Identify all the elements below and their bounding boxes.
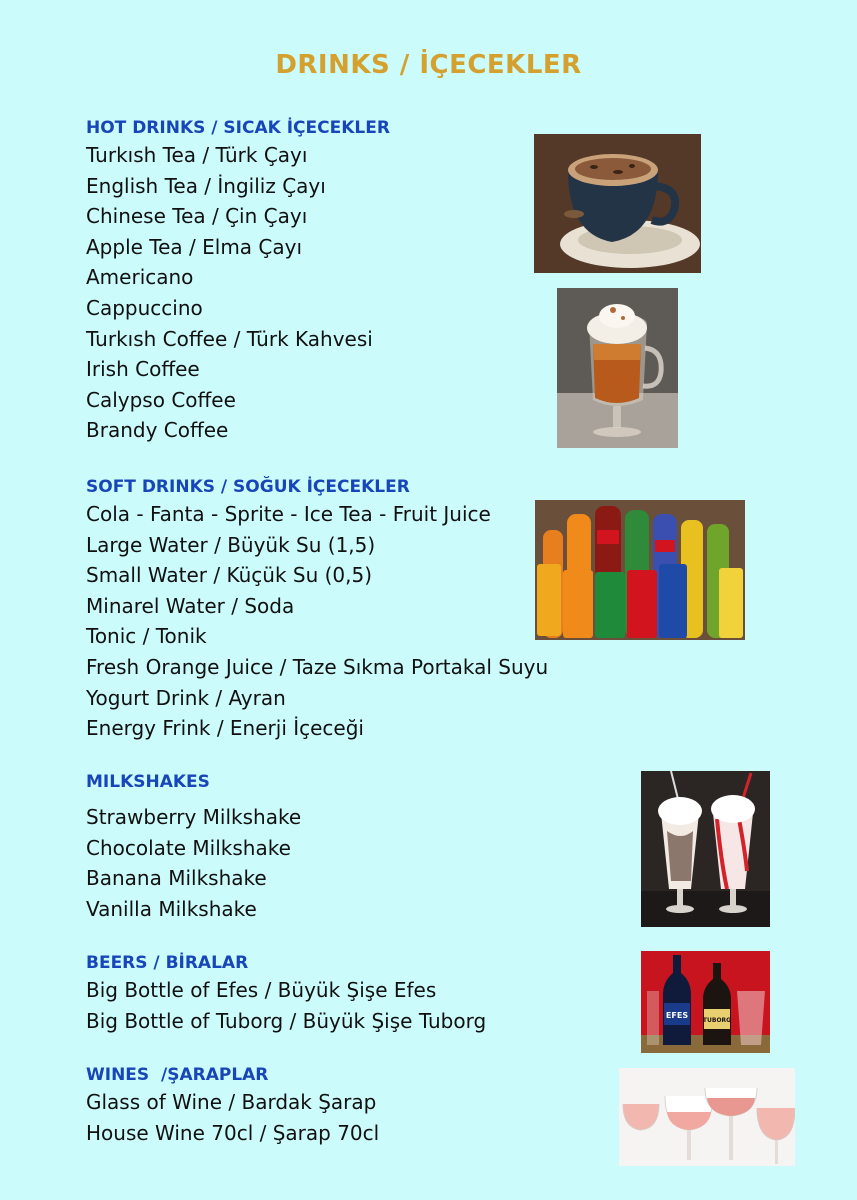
menu-item: Irish Coffee: [86, 357, 200, 382]
menu-item: Energy Frink / Enerji İçeceği: [86, 716, 364, 741]
cappuccino-photo: [534, 134, 701, 273]
section-beers: [86, 951, 486, 1036]
milkshakes-photo: [641, 771, 770, 927]
section-heading: WINES /ŞARAPLAR: [86, 1065, 269, 1085]
section-heading: HOT DRINKS / SICAK İÇECEKLER: [86, 118, 390, 138]
menu-item: Chinese Tea / Çin Çayı: [86, 204, 308, 229]
menu-item: Cappuccino: [86, 295, 203, 320]
menu-item: Americano: [86, 265, 194, 290]
item-list: [86, 1087, 379, 1148]
menu-item: Turkısh Tea / Türk Çayı: [86, 143, 308, 167]
menu-item: Banana Milkshake: [86, 866, 267, 891]
section-wines: [86, 1063, 379, 1148]
menu-item: Large Water / Büyük Su (1,5): [86, 532, 376, 557]
menu-item: Strawberry Milkshake: [86, 805, 302, 829]
section-hot-drinks: [86, 116, 390, 446]
menu-item: Minarel Water / Soda: [86, 593, 295, 618]
menu-item: Big Bottle of Tuborg / Büyük Şişe Tuborg: [86, 1008, 487, 1033]
item-list: [86, 499, 548, 744]
wine-glasses-photo: [619, 1068, 795, 1166]
menu-item: English Tea / İngiliz Çayı: [86, 173, 326, 198]
menu-item: Turkısh Coffee / Türk Kahvesi: [86, 326, 373, 351]
section-soft-drinks: [86, 475, 548, 744]
menu-item: Tonic / Tonik: [86, 624, 207, 649]
beer-label-1: EFES: [665, 1011, 689, 1020]
menu-item: Fresh Orange Juice / Taze Sıkma Portakal Suyu: [86, 654, 549, 679]
item-list: [86, 802, 301, 924]
menu-item: Big Bottle of Efes / Büyük Şişe Efes: [86, 978, 437, 1002]
section-heading: MILKSHAKES: [86, 772, 210, 792]
beer-label-2: TUBORG: [702, 1017, 732, 1024]
menu-item: Apple Tea / Elma Çayı: [86, 234, 303, 259]
item-list: [86, 975, 486, 1036]
menu-item: Glass of Wine / Bardak Şarap: [86, 1090, 377, 1114]
menu-item: Small Water / Küçük Su (0,5): [86, 563, 373, 588]
section-milkshakes: [86, 770, 301, 924]
menu-item: Brandy Coffee: [86, 418, 229, 443]
soft-drinks-photo: [535, 500, 745, 640]
section-heading: SOFT DRINKS / SOĞUK İÇECEKLER: [86, 477, 410, 497]
menu-item: Chocolate Milkshake: [86, 835, 291, 860]
beers-photo: [641, 951, 770, 1053]
item-list: [86, 140, 390, 446]
page-title: DRINKS / İÇECEKLER: [275, 50, 582, 80]
menu-item: House Wine 70cl / Şarap 70cl: [86, 1120, 380, 1145]
section-heading: BEERS / BİRALAR: [86, 953, 249, 973]
menu-item: Vanilla Milkshake: [86, 896, 257, 921]
menu-item: Cola - Fanta - Sprite - Ice Tea - Fruit Juice: [86, 502, 491, 526]
menu-item: Yogurt Drink / Ayran: [86, 685, 286, 710]
irish-coffee-photo: [557, 288, 678, 448]
menu-item: Calypso Coffee: [86, 387, 236, 412]
